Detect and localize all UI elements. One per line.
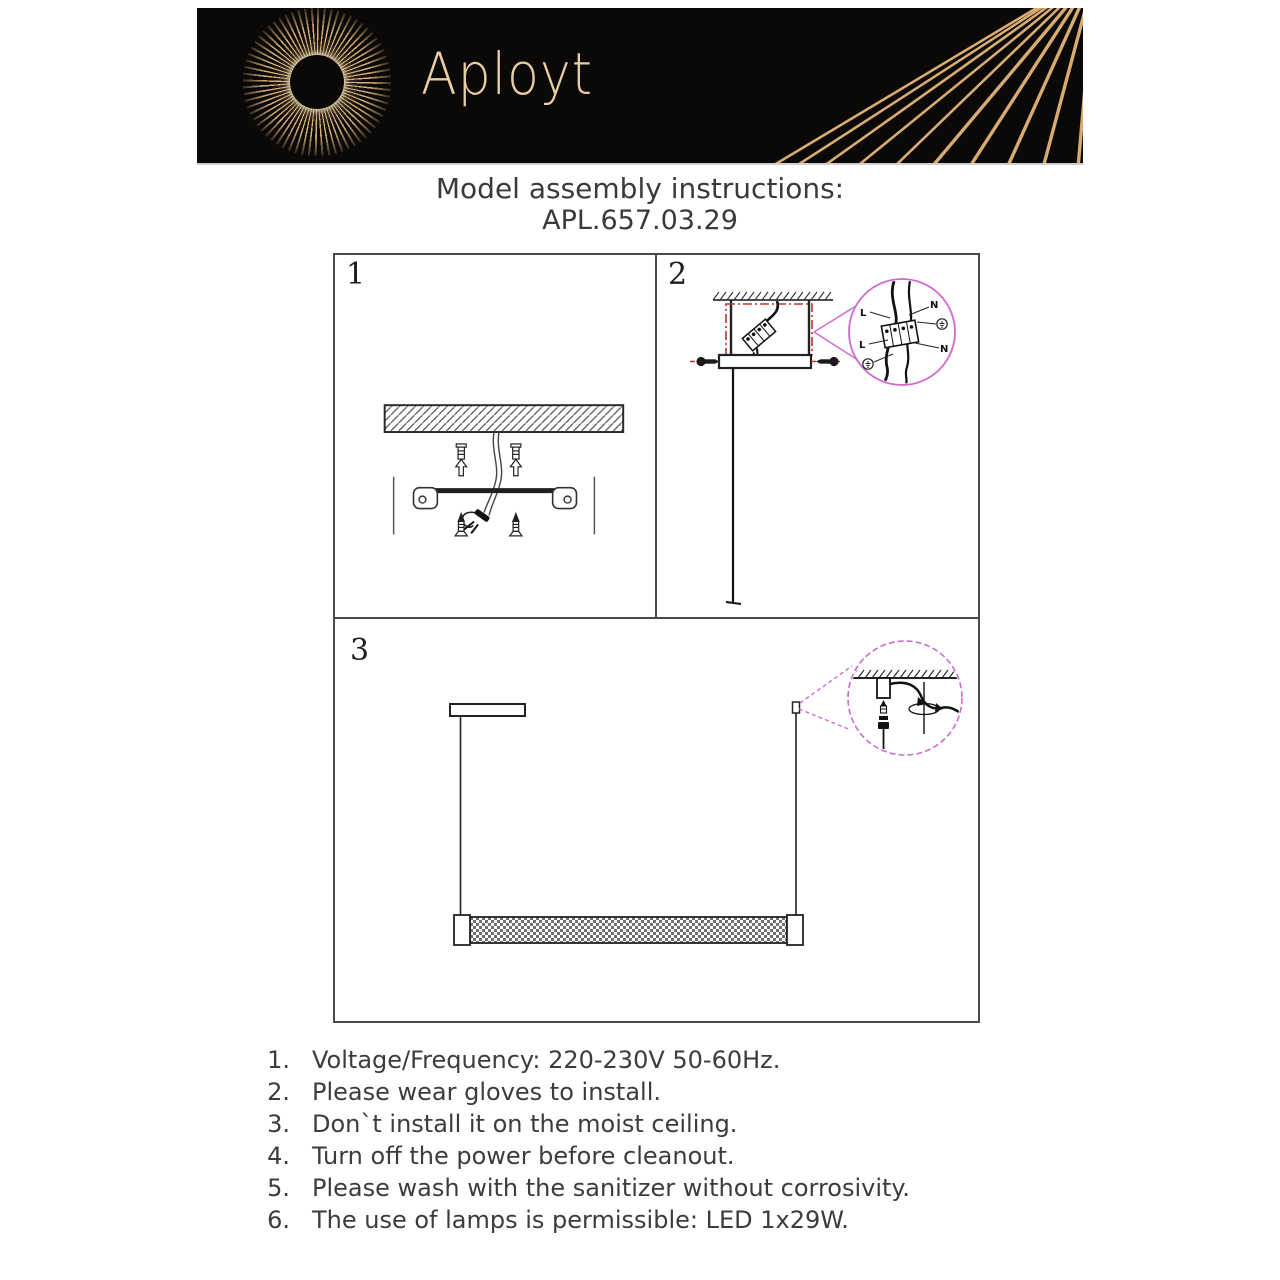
- decorative-rays-icon: [583, 8, 1083, 163]
- title-line1: Model assembly instructions:: [435, 172, 845, 205]
- wire-end-connector: [462, 509, 490, 534]
- instruction-item: [258, 1142, 910, 1174]
- wire-ceiling-connector: [793, 702, 800, 713]
- page-title: [0, 172, 1280, 237]
- power-wire: [484, 432, 502, 515]
- brand-banner: [197, 8, 1083, 165]
- wire-label-L2: L: [859, 340, 866, 351]
- wire-label-N1: N: [930, 300, 939, 311]
- instruction-text: Please wash with the sanitizer without corrosivity.: [312, 1174, 910, 1202]
- step-2-panel: [657, 255, 978, 619]
- attachment-detail-circle: [848, 641, 962, 755]
- instruction-item: [258, 1206, 910, 1238]
- instruction-number: 4.: [267, 1142, 290, 1170]
- ceiling-line: [713, 292, 833, 300]
- model-number: APL.657.03.29: [542, 205, 738, 236]
- wire-label-L1: L: [860, 308, 867, 319]
- step-1-diagram: [335, 255, 655, 617]
- brand-name: Aployt: [421, 40, 594, 108]
- instruction-number: 2.: [267, 1078, 290, 1106]
- step-2-number: 2: [668, 257, 688, 292]
- step-1-number: 1: [346, 257, 366, 292]
- wire-label-N2: N: [940, 344, 949, 355]
- instruction-text: Don`t install it on the moist ceiling.: [312, 1110, 738, 1138]
- instruction-text: Please wear gloves to install.: [312, 1078, 661, 1106]
- instruction-number: 6.: [267, 1206, 290, 1234]
- instruction-item: [258, 1046, 910, 1078]
- instruction-item: [258, 1174, 910, 1206]
- side-screw-left: [690, 357, 720, 366]
- instruction-number: 3.: [267, 1110, 290, 1138]
- ceiling-hatched: [385, 405, 624, 432]
- ceiling-canopy: [450, 704, 525, 716]
- canopy-plate: [719, 355, 811, 368]
- instruction-text: The use of lamps is permissible: LED 1x29W.: [312, 1206, 849, 1234]
- instruction-list: [258, 1046, 910, 1238]
- step-1-panel: [335, 255, 657, 619]
- step-2-diagram: [657, 255, 978, 617]
- step-3-number: 3: [350, 633, 370, 668]
- instruction-item: [258, 1110, 910, 1142]
- instruction-number: 5.: [267, 1174, 290, 1202]
- step-3-diagram: [335, 619, 978, 1021]
- instruction-item: [258, 1078, 910, 1110]
- earth-ground-icon: [863, 359, 873, 369]
- side-screw-right: [811, 357, 843, 366]
- assembly-steps-grid: [333, 253, 980, 1023]
- led-bar: [454, 915, 803, 945]
- starburst-logo-icon: [243, 8, 391, 156]
- callout-lines: [799, 666, 852, 730]
- instruction-text: Turn off the power before cleanout.: [312, 1142, 735, 1170]
- step-3-panel: [335, 619, 978, 1021]
- earth-ground-icon: [937, 319, 947, 329]
- instruction-number: 1.: [267, 1046, 290, 1074]
- instruction-text: Voltage/Frequency: 220-230V 50-60Hz.: [312, 1046, 781, 1074]
- wall-anchor-icons: [456, 444, 522, 476]
